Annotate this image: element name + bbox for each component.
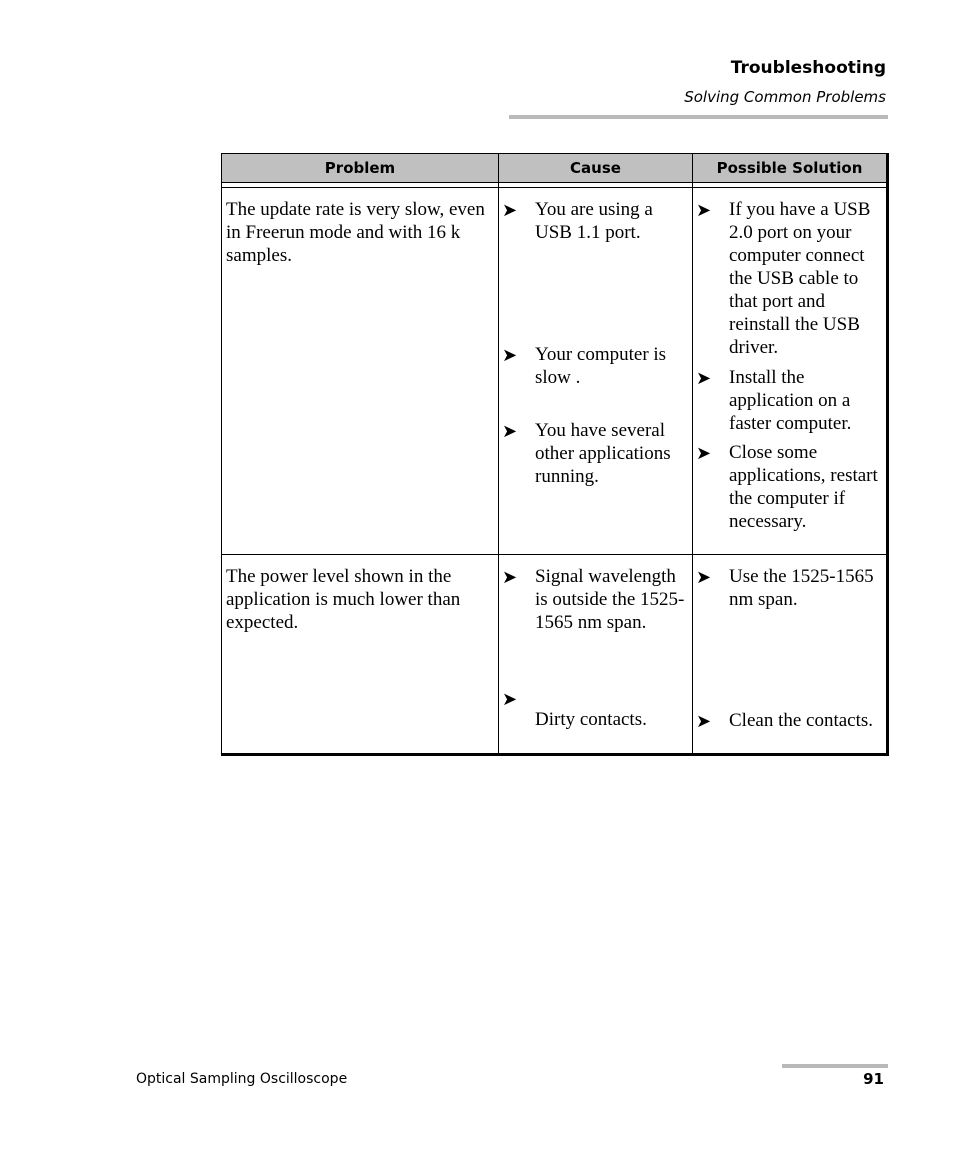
solution-item	[693, 565, 884, 611]
bullet-arrow-icon: ➤	[696, 711, 712, 732]
bullet-arrow-icon: ➤	[696, 567, 712, 588]
header-solution: Possible Solution	[693, 154, 888, 183]
cause-item	[499, 198, 690, 244]
solution-text: Use the 1525-1565 nm span.	[729, 566, 874, 610]
page-number: 91	[863, 1070, 884, 1088]
solution-text: Clean the contacts.	[729, 710, 874, 731]
cause-text: You have several other applications running.	[535, 420, 671, 487]
bullet-arrow-icon: ➤	[696, 200, 712, 221]
bullet-arrow-icon: ➤	[502, 421, 518, 442]
cause-text: Signal wavelength is outside the 1525-1565 nm span.	[535, 566, 685, 633]
problem-cell	[222, 555, 499, 755]
section-subtitle: Solving Common Problems	[684, 88, 886, 106]
header-cause: Cause	[499, 154, 693, 183]
solution-cell	[693, 188, 888, 555]
solution-text: Close some applications, restart the computer if necessary.	[729, 442, 878, 532]
section-title: Troubleshooting	[730, 58, 886, 78]
table-row	[222, 188, 888, 555]
solution-cell	[693, 555, 888, 755]
header-rule	[509, 115, 888, 119]
footer-rule	[782, 1064, 888, 1068]
problem-text: The update rate is very slow, even in Freerun mode and with 16 k samples.	[226, 199, 485, 266]
solution-item	[693, 366, 884, 435]
cause-item	[499, 419, 690, 488]
cause-item	[499, 687, 690, 731]
cause-cell	[499, 555, 693, 755]
table-header-row	[222, 154, 888, 183]
bullet-arrow-icon: ➤	[502, 345, 518, 366]
bullet-arrow-icon: ➤	[696, 368, 712, 389]
footer-doc-title: Optical Sampling Oscilloscope	[136, 1071, 348, 1087]
bullet-arrow-icon: ➤	[502, 689, 518, 710]
bullet-arrow-icon: ➤	[502, 567, 518, 588]
cause-text: Dirty contacts.	[535, 709, 647, 730]
solution-item	[693, 198, 884, 359]
table-row	[222, 555, 888, 755]
problem-cell	[222, 188, 499, 555]
cause-item	[499, 565, 690, 634]
bullet-arrow-icon: ➤	[696, 443, 712, 464]
cause-text: You are using a USB 1.1 port.	[535, 199, 653, 243]
problem-text: The power level shown in the application is much lower than expected.	[226, 566, 461, 633]
cause-item	[499, 343, 690, 389]
solution-item	[693, 441, 884, 533]
bullet-arrow-icon: ➤	[502, 200, 518, 221]
troubleshooting-table	[221, 153, 889, 756]
cause-cell	[499, 188, 693, 555]
cause-text: Your computer is slow .	[535, 344, 667, 388]
solution-item	[693, 709, 884, 732]
solution-text: If you have a USB 2.0 port on your computer connect the USB cable to that port and reinstall the USB driver.	[729, 199, 871, 358]
header-problem: Problem	[222, 154, 499, 183]
solution-text: Install the application on a faster computer.	[729, 367, 852, 434]
